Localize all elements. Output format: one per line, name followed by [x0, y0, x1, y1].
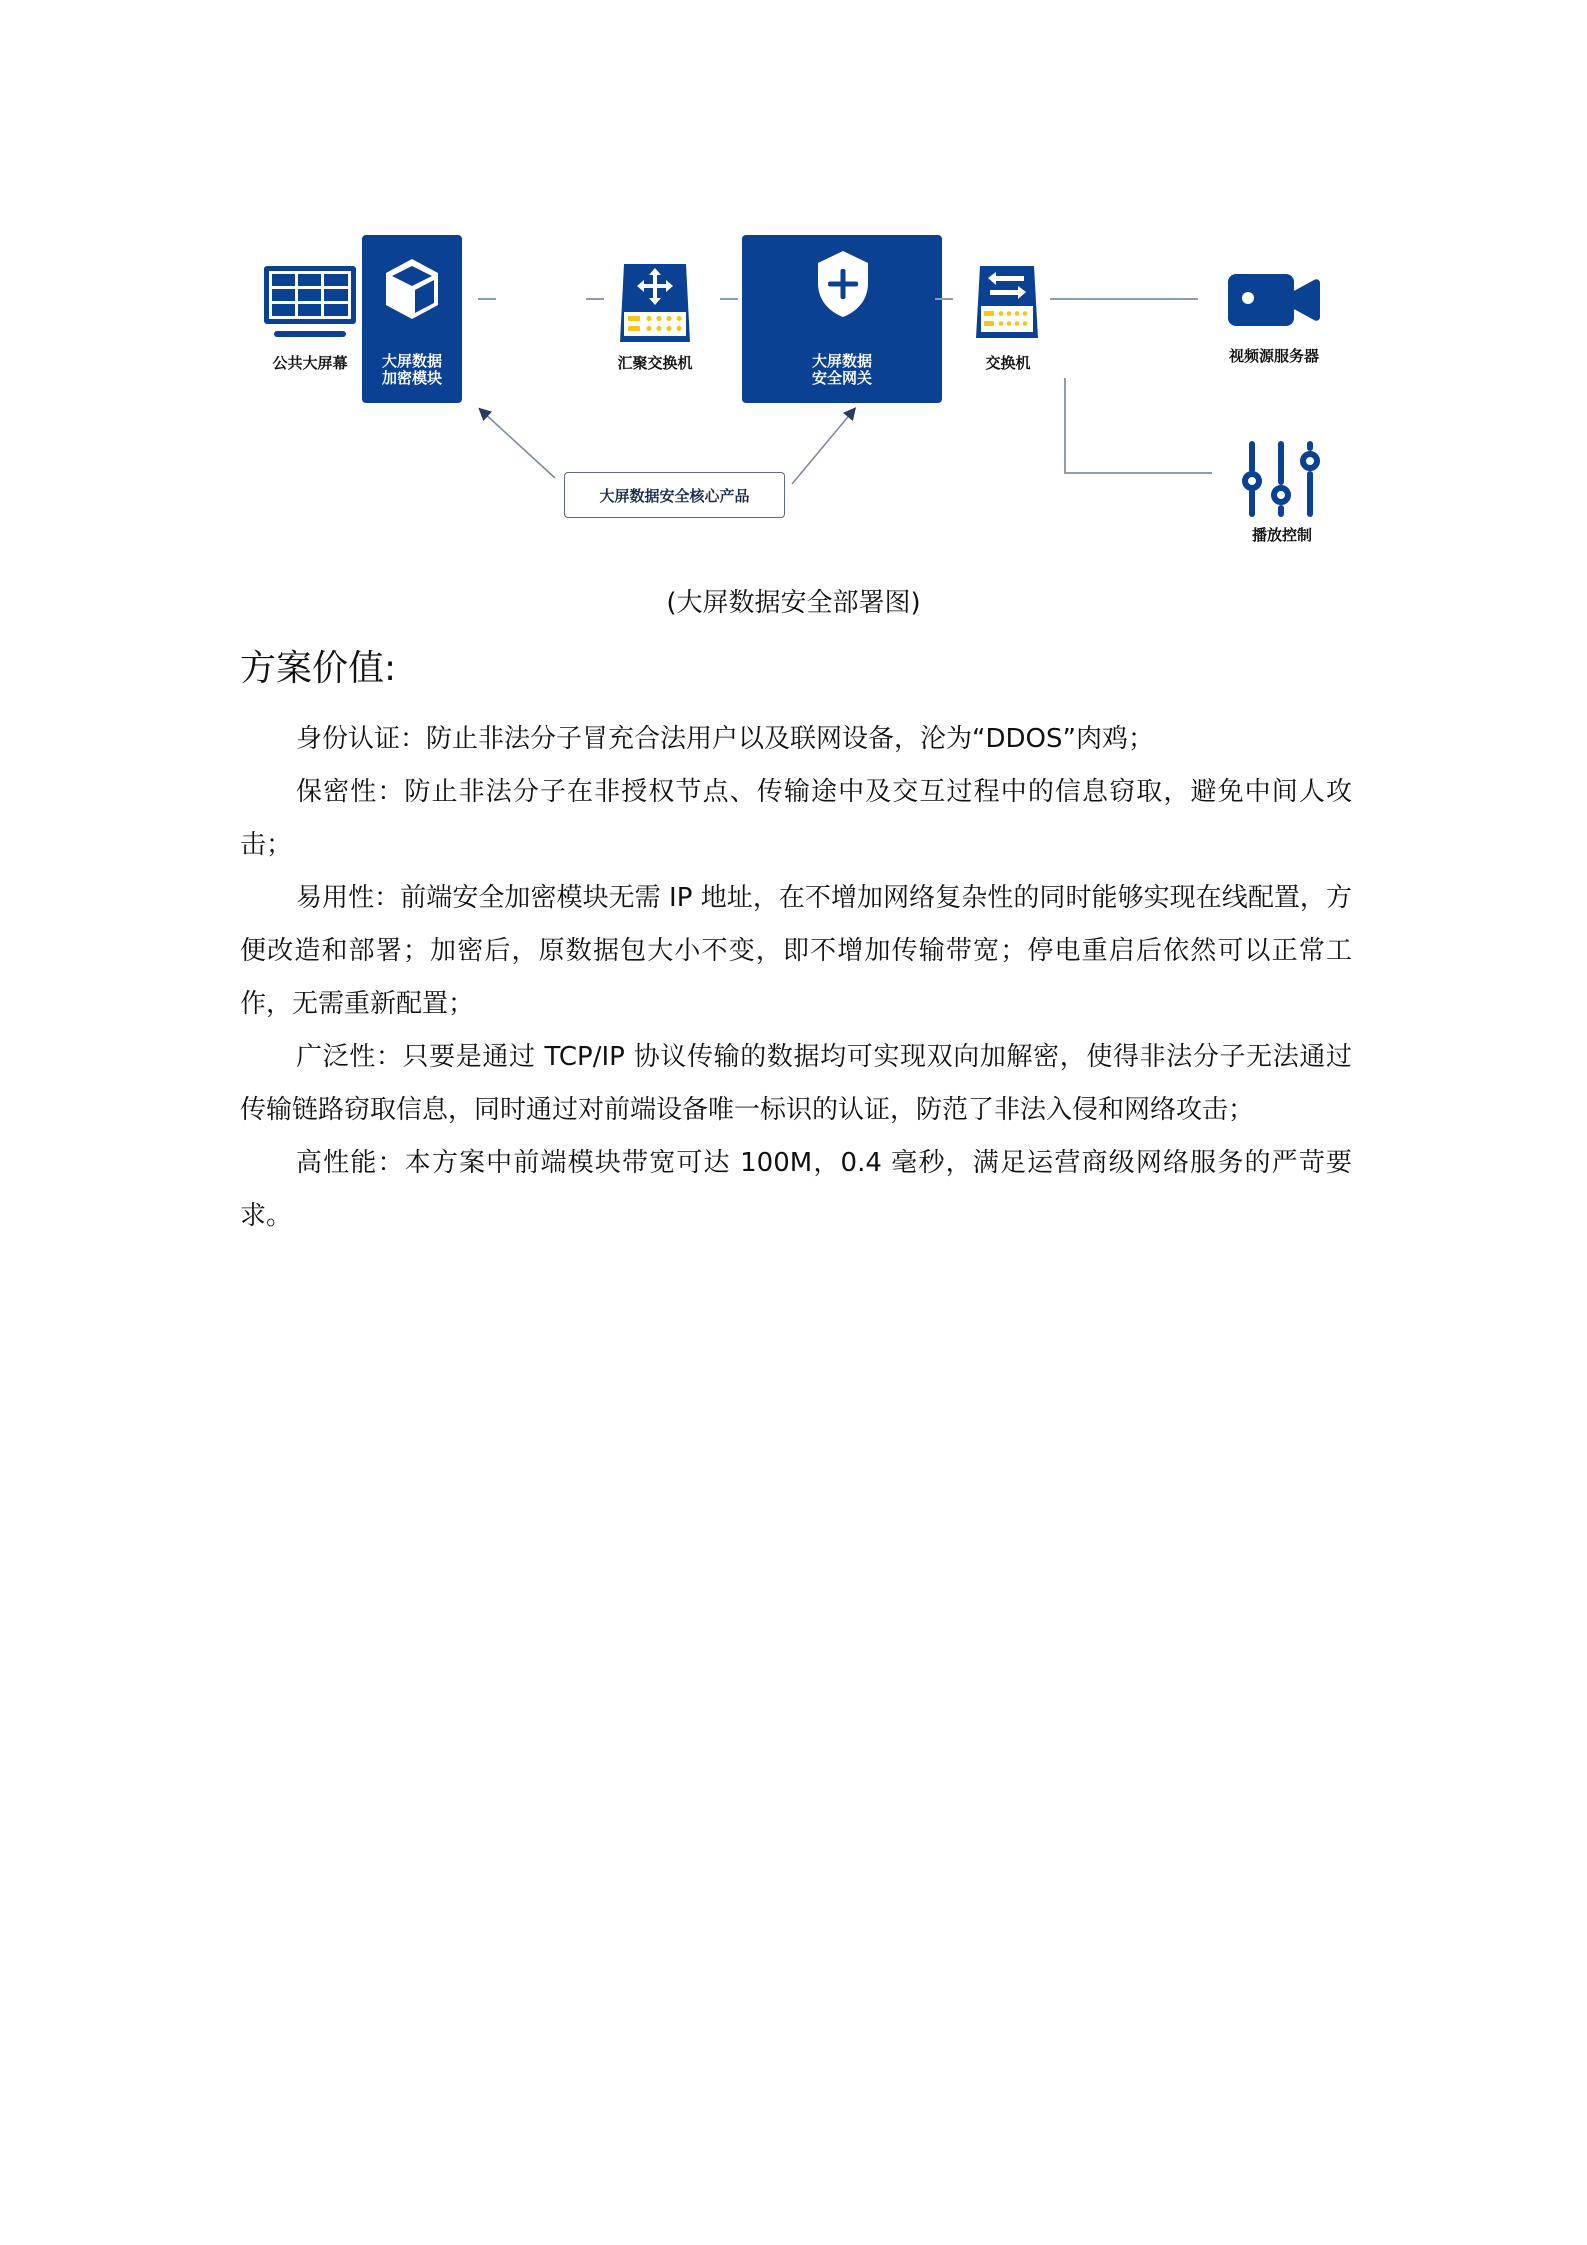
connector-line	[935, 298, 953, 300]
paragraph-usability: 易用性：前端安全加密模块无需 IP 地址，在不增加网络复杂性的同时能够实现在线配置，方便改造和部署；加密后，原数据包大小不变，即不增加传输带宽；停电重启后依然可以正常工作，无需重新配置；	[240, 883, 1352, 1019]
router-switch-icon	[616, 262, 694, 344]
node-label-public-screen: 公共大屏幕	[272, 354, 348, 372]
section-heading: 方案价值:	[240, 648, 397, 689]
deployment-diagram	[0, 0, 1587, 560]
encryption-module-card	[362, 235, 462, 403]
paragraph-identity-auth: 身份认证：防止非法分子冒充合法用户以及联网设备，沦为“DDOS”肉鸡；	[296, 724, 1154, 754]
connector-line	[1064, 378, 1066, 474]
section-body	[240, 713, 1352, 1243]
paragraph-confidentiality: 保密性：防止非法分子在非授权节点、传输途中及交互过程中的信息窃取，避免中间人攻击；	[240, 777, 1352, 860]
card-label-line2: 加密模块	[381, 369, 442, 387]
switch-arrows-icon	[974, 264, 1040, 340]
node-label-switch: 交换机	[985, 354, 1031, 372]
card-label-line2: 安全网关	[811, 369, 872, 387]
connector-line	[586, 298, 604, 300]
connector-line	[478, 298, 496, 300]
shield-plus-icon	[814, 249, 872, 319]
connector-line	[1064, 472, 1212, 474]
connector-line	[720, 298, 738, 300]
figure-caption: (大屏数据安全部署图)	[666, 588, 921, 618]
core-products-label: 大屏数据安全核心产品	[564, 472, 785, 518]
cube-icon	[382, 255, 442, 325]
sliders-icon	[1240, 440, 1324, 520]
paragraph-universality: 广泛性：只要是通过 TCP/IP 协议传输的数据均可实现双向加解密，使得非法分子无法通过传输链路窃取信息，同时通过对前端设备唯一标识的认证，防范了非法入侵和网络攻击；	[240, 1042, 1352, 1125]
connector-line	[1050, 298, 1198, 300]
security-gateway-card	[742, 235, 942, 403]
video-camera-icon	[1226, 272, 1322, 328]
node-label-playback-control: 播放控制	[1251, 526, 1312, 544]
node-label-aggregation-switch: 汇聚交换机	[617, 354, 693, 372]
monitor-grid-icon	[262, 264, 358, 344]
card-label-line1: 大屏数据	[811, 352, 872, 370]
paragraph-performance: 高性能：本方案中前端模块带宽可达 100M，0.4 毫秒，满足运营商级网络服务的严苛要求。	[240, 1148, 1353, 1231]
card-label-line1: 大屏数据	[381, 352, 442, 370]
node-label-video-server: 视频源服务器	[1228, 347, 1319, 365]
